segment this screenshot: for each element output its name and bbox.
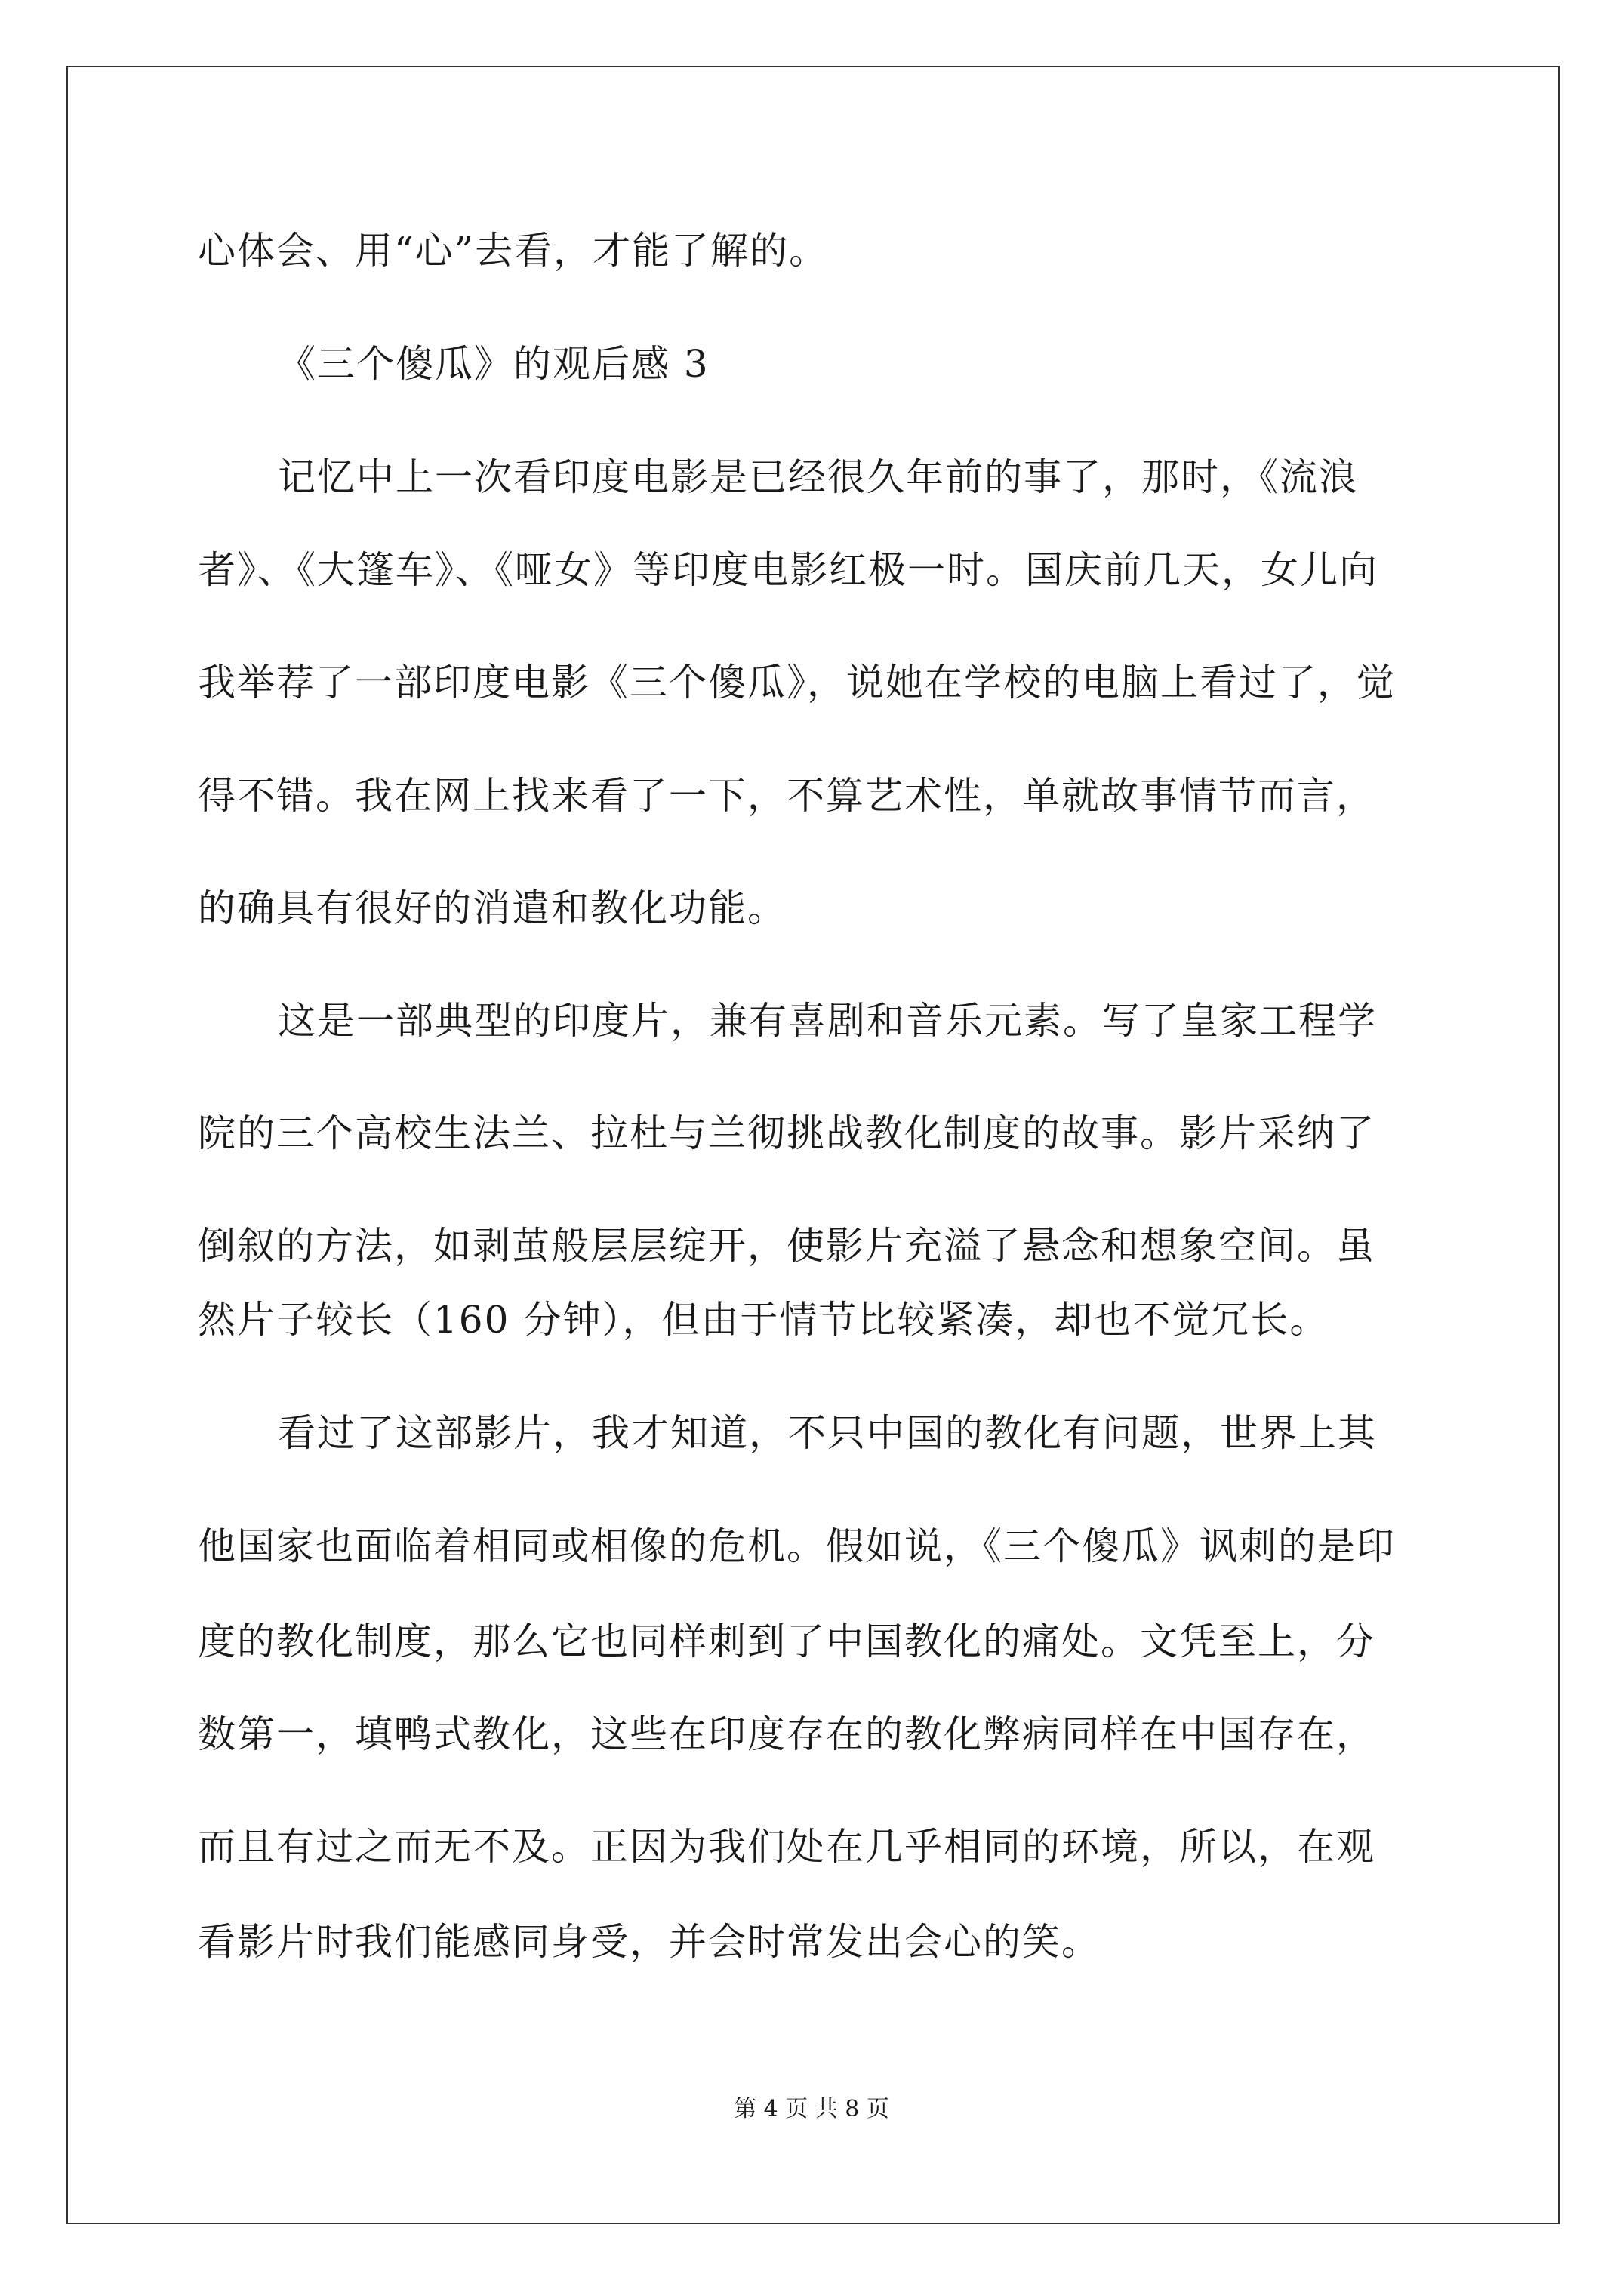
paragraph-line: 的确具有很好的消遣和教化功能。 (198, 886, 787, 930)
paragraph-line: 院的三个高校生法兰、拉杜与兰彻挑战教化制度的故事。影片采纳了 (198, 1111, 1375, 1155)
section-heading: 《三个傻瓜》的观后感 3 (278, 342, 710, 386)
paragraph-line: 看过了这部影片，我才知道，不只中国的教化有问题，世界上其 (278, 1411, 1377, 1455)
paragraph-line: 而且有过之而无不及。正因为我们处在几乎相同的环境，所以，在观 (198, 1825, 1375, 1869)
paragraph-line: 者》、《大篷车》、《哑女》等印度电影红极一时。国庆前几天，女儿向 (198, 548, 1378, 592)
paragraph-line: 度的教化制度，那么它也同样刺到了中国教化的痛处。文凭至上，分 (198, 1620, 1375, 1663)
paragraph-line: 记忆中上一次看印度电影是已经很久年前的事了，那时，《流浪 (278, 455, 1358, 499)
paragraph-line: 这是一部典型的印度片，兼有喜剧和音乐元素。写了皇家工程学 (278, 999, 1377, 1043)
paragraph-line: 倒叙的方法，如剥茧般层层绽开，使影片充溢了悬念和想象空间。虽 (198, 1224, 1375, 1268)
paragraph-line: 得不错。我在网上找来看了一下，不算艺术性，单就故事情节而言， (198, 774, 1375, 818)
paragraph-line: 数第一，填鸭式教化，这些在印度存在的教化弊病同样在中国存在， (198, 1712, 1375, 1756)
paragraph-line: 心体会、用“心”去看，才能了解的。 (198, 229, 829, 273)
paragraph-line: 看影片时我们能感同身受，并会时常发出会心的笑。 (198, 1920, 1101, 1964)
paragraph-line: 他国家也面临着相同或相像的危机。假如说，《三个傻瓜》讽刺的是印 (198, 1524, 1396, 1568)
paragraph-line: 我举荐了一部印度电影《三个傻瓜》，说她在学校的电脑上看过了，觉 (198, 661, 1396, 704)
paragraph-line: 然片子较长（160 分钟），但由于情节比较紧凑，却也不觉冗长。 (198, 1298, 1329, 1342)
page-number-footer: 第 4 页 共 8 页 (734, 2096, 889, 2122)
